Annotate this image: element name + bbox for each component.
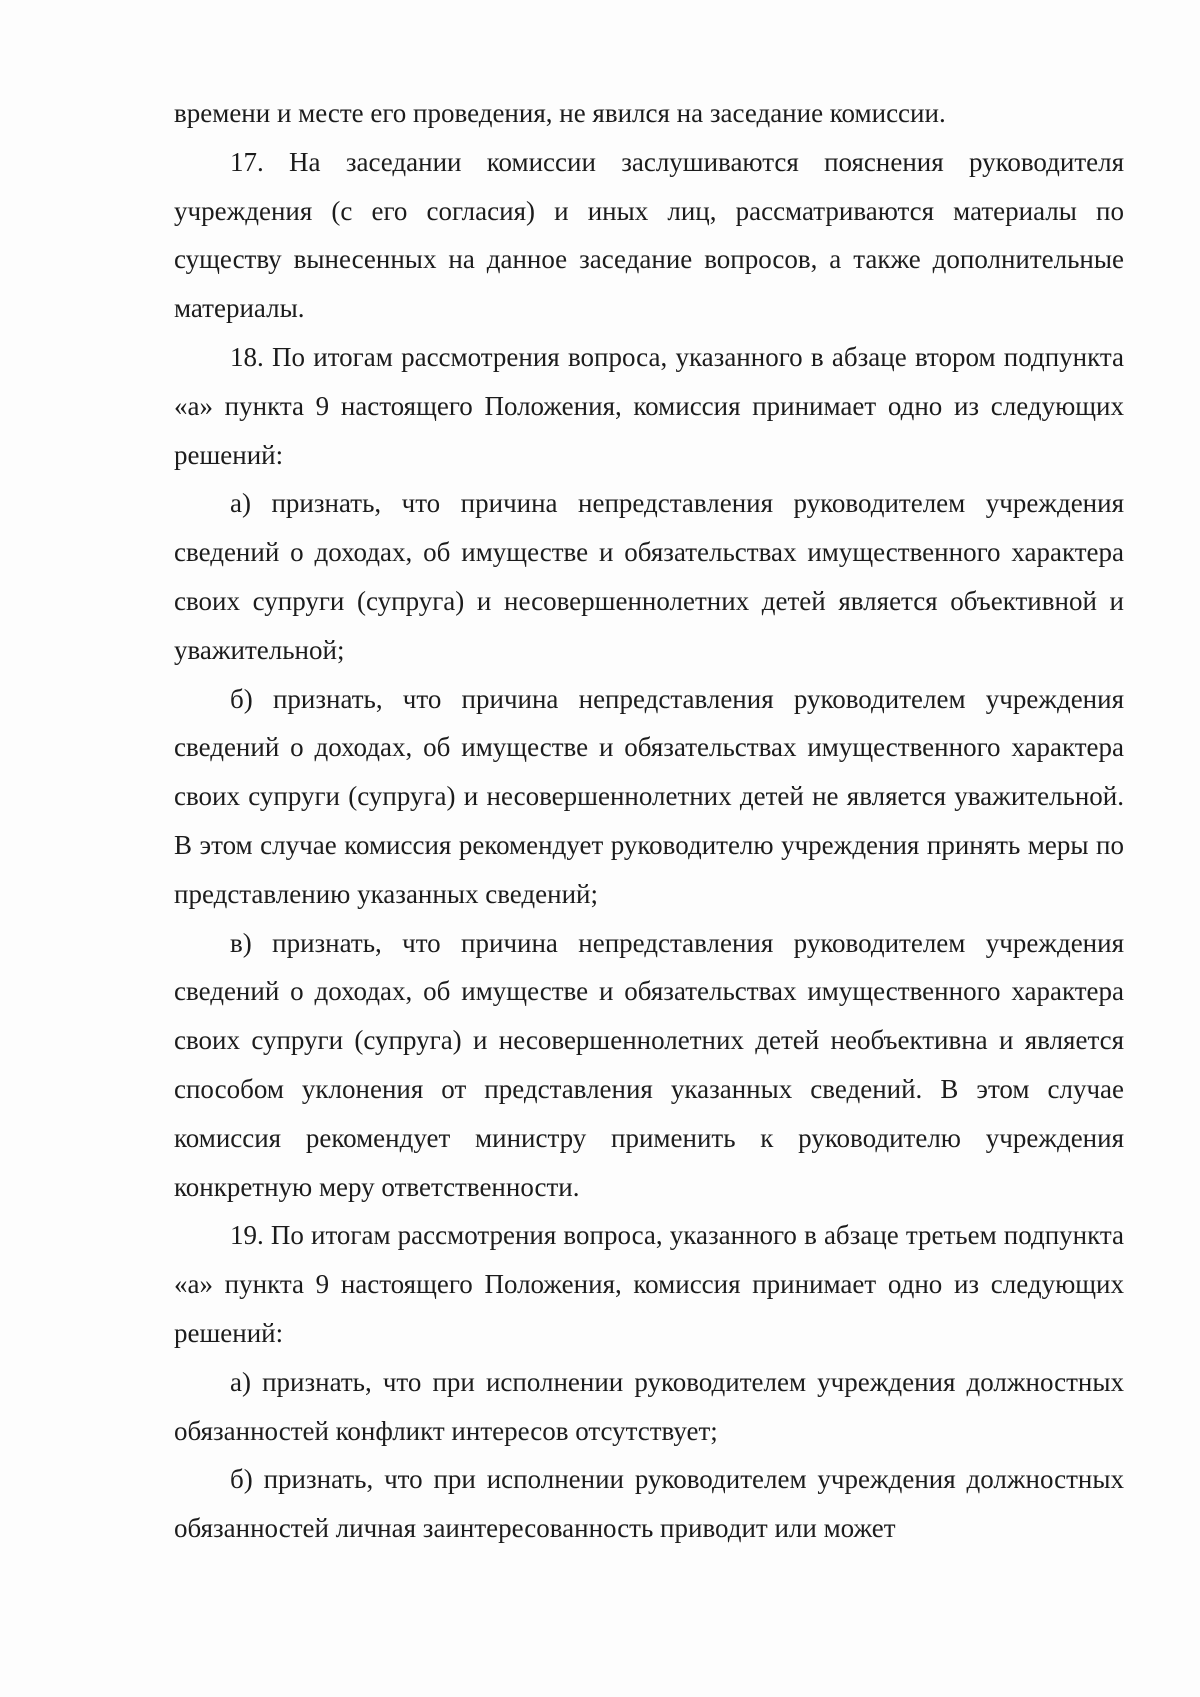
paragraph-item-19-a: а) признать, что при исполнении руководителем учреждения должностных обязанностей конфликт интересов отсутствует; — [174, 1366, 1124, 1446]
paragraph-continuation: времени и месте его проведения, не явился на заседание комиссии. — [174, 98, 946, 128]
paragraph-item-18-a: а) признать, что причина непредставления руководителем учреждения сведений о доходах, об имуществе и обязательствах имущественного характера своих супруги (супруга) и несовершеннолетних детей является объективной и уважительной; — [174, 488, 1124, 665]
paragraph-item-18-v: в) признать, что причина непредставления руководителем учреждения сведений о доходах, об имуществе и обязательствах имущественного характера своих супруги (супруга) и несовершеннолетних детей необъективна и является способом уклонения от представления указанных сведений. В этом случае комиссия рекомендует министру применить к руководителю учреждения конкретную меру ответственности. — [174, 927, 1124, 1202]
document-body — [174, 89, 1124, 1553]
paragraph-item-18-b: б) признать, что причина непредставления руководителем учреждения сведений о доходах, об имуществе и обязательствах имущественного характера своих супруги (супруга) и несовершеннолетних детей не является уважительной. В этом случае комиссия рекомендует руководителю учреждения принять меры по представлению указанных сведений; — [174, 683, 1124, 909]
paragraph-item-19: 19. По итогам рассмотрения вопроса, указанного в абзаце третьем подпункта «а» пункта 9 настоящего Положения, комиссия принимает одно из следующих решений: — [174, 1220, 1124, 1348]
paragraph-item-17: 17. На заседании комиссии заслушиваются пояснения руководителя учреждения (с его согласия) и иных лиц, рассматриваются материалы по существу вынесенных на данное заседание вопросов, а также дополнительные материалы. — [174, 146, 1124, 324]
paragraph-item-19-b: б) признать, что при исполнении руководителем учреждения должностных обязанностей личная заинтересованность приводит или может — [174, 1464, 1124, 1544]
paragraph-item-18: 18. По итогам рассмотрения вопроса, указанного в абзаце втором подпункта «а» пункта 9 настоящего Положения, комиссия принимает одно из следующих решений: — [174, 341, 1124, 470]
